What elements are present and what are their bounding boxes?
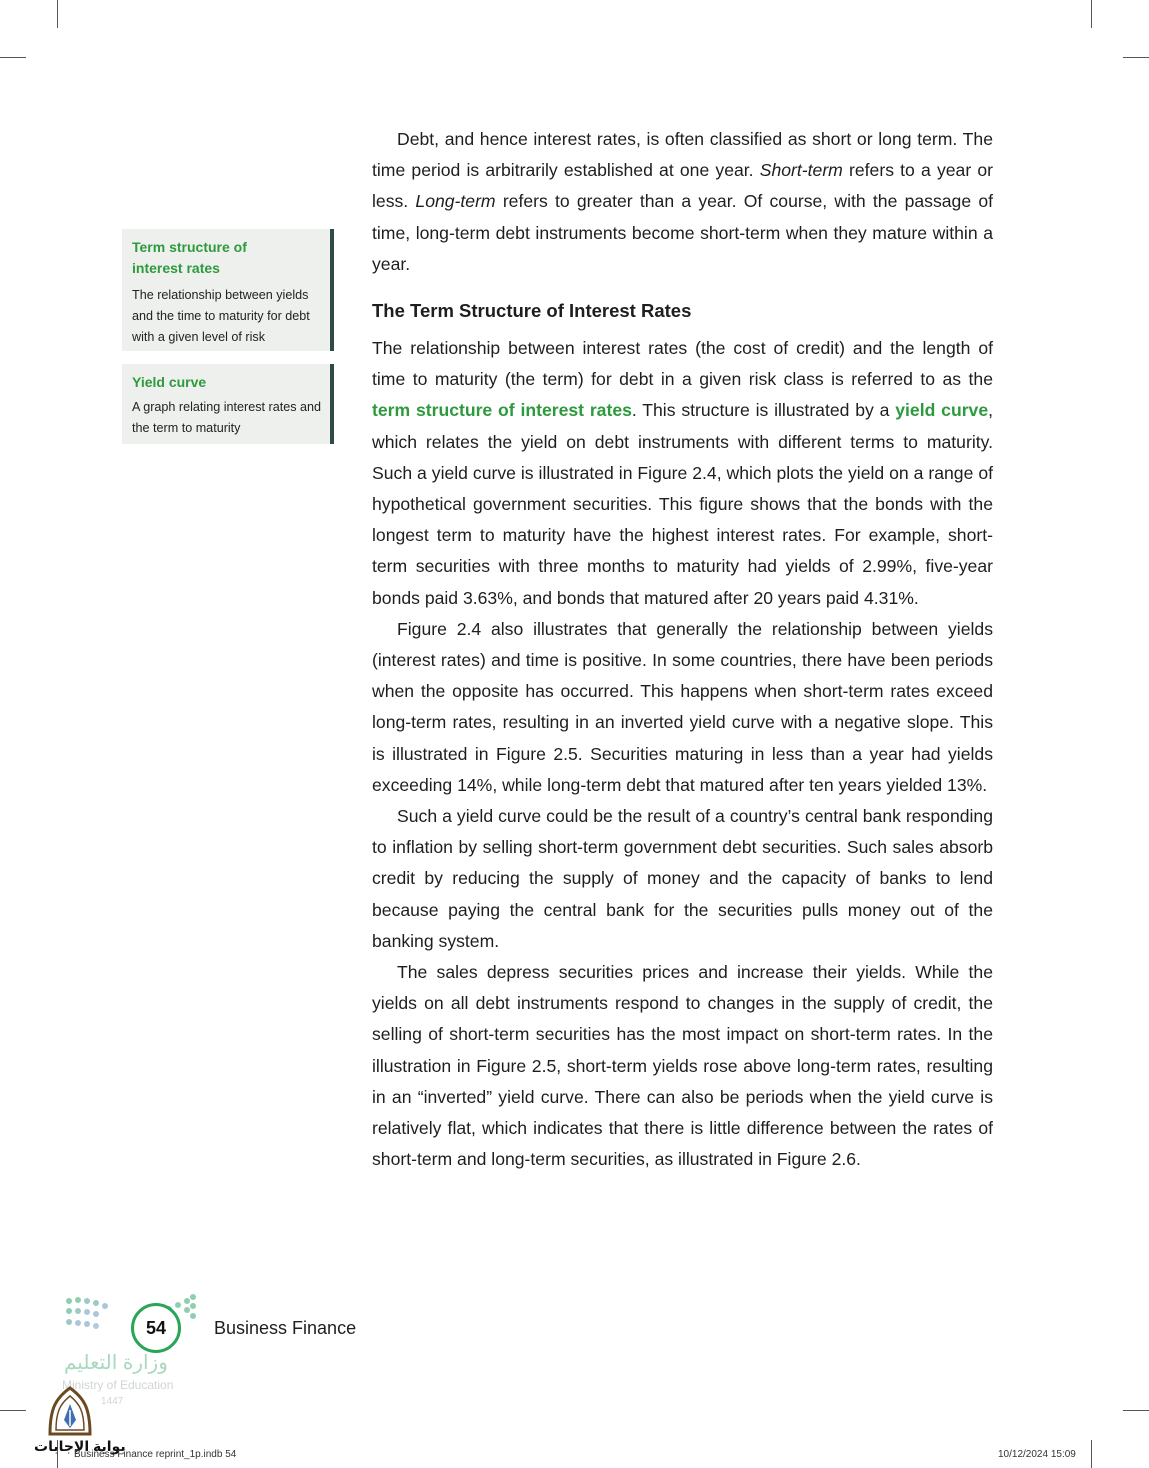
key-term-highlight: term structure of interest rates: [372, 400, 632, 421]
ministry-name-english: Ministry of Education: [62, 1378, 174, 1392]
crop-mark: [1123, 57, 1149, 58]
key-term-highlight: yield curve: [895, 400, 989, 421]
text-run: , which relates the yield on debt instruments with different terms to maturity. Such a yield curve is illustrated in Figure 2.4, which plots the yield on a range of hypothetical government securities. This figure shows that the bonds with the longest term to maturity have the highest interest rates. For example, short-term securities with three months to maturity had yields of 2.99%, five-year bonds paid 3.63%, and bonds that matured after 20 years paid 4.31%.: [372, 400, 993, 608]
crop-mark: [1123, 1410, 1149, 1411]
text-run: refers to a year or less.: [372, 160, 993, 212]
paragraph-intro: [372, 124, 993, 280]
text-run-italic: Long-term: [415, 191, 496, 212]
page-number-badge: 54: [131, 1303, 181, 1353]
text-run-italic: Short-term: [759, 160, 843, 181]
main-body: [372, 124, 993, 1176]
section-heading: The Term Structure of Interest Rates: [372, 300, 692, 322]
crop-mark: [0, 1410, 26, 1411]
paragraph-inverted-curve: Figure 2.4 also illustrates that generally the relationship between yields (interest rates) and time is positive. In some countries, there have been periods when the opposite has occurred. This happens when short-term rates exceed long-term rates, resulting in an inverted yield curve with a negative slope. This is illustrated in Figure 2.5. Securities maturing in less than a year had yields exceeding 14%, while long-term debt that matured after ten years yielded 13%.: [372, 618, 993, 795]
ministry-name-arabic: وزارة التعليم: [64, 1352, 168, 1374]
text-run: Debt, and hence interest rates, is often classified as short or long term. The time period is arbitrarily established at one year.: [372, 129, 993, 181]
crop-mark: [57, 0, 58, 28]
pen-nib-logo-icon: [46, 1386, 94, 1436]
print-slug-date: 10/12/2024 15:09: [998, 1449, 1076, 1460]
glossary-note-yield-curve: [122, 364, 334, 444]
glossary-definition: The relationship between yields and the time to maturity for debt with a given level of risk: [132, 288, 310, 344]
watermark-text: بوابة الإجابات: [34, 1438, 126, 1454]
crop-mark: [1091, 1440, 1092, 1468]
paragraph-central-bank: Such a yield curve could be the result of a country’s central bank responding to inflation by selling short-term government debt securities. Such sales absorb credit by reducing the supply of money and the capacity of banks to lend because paying the central bank for the securities pulls money out of the banking system.: [372, 806, 993, 951]
ministry-year: 1447: [101, 1396, 124, 1407]
print-slug-file: Business Finance reprint_1p.indb 54: [74, 1449, 237, 1460]
text-run: The relationship between interest rates (the cost of credit) and the length of time to maturity (the term) for debt in a given risk class is referred to as the: [372, 338, 993, 390]
crop-mark: [0, 57, 26, 58]
glossary-note-term-structure: [122, 229, 334, 351]
book-title: Business Finance: [214, 1318, 357, 1338]
text-run: refers to greater than a year. Of course, with the passage of time, long-term debt instruments become short-term when they mature within a year.: [372, 191, 993, 274]
paragraph-term-structure: [372, 333, 993, 614]
glossary-definition: A graph relating interest rates and the term to maturity: [132, 400, 322, 435]
glossary-term: Term structure of interest rates: [132, 239, 247, 276]
glossary-term: Yield curve: [132, 374, 207, 390]
text-run: . This structure is illustrated by a: [631, 400, 896, 421]
crop-mark: [1091, 0, 1092, 28]
paragraph-sales-depress: The sales depress securities prices and increase their yields. While the yields on all debt instruments respond to changes in the supply of credit, the selling of short-term securities has the most impact on short-term rates. In the illustration in Figure 2.5, short-term yields rose above long-term rates, resulting in an “inverted” yield curve. There can also be periods when the yield curve is relatively flat, which indicates that there is little difference between the rates of short-term and long-term securities, as illustrated in Figure 2.6.: [372, 962, 993, 1170]
